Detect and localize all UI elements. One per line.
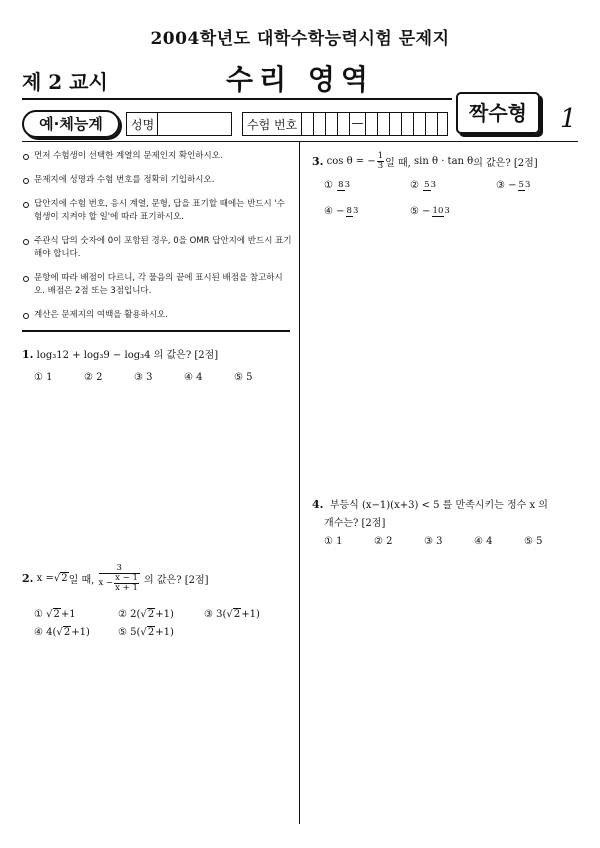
question-number: 1. — [22, 348, 34, 361]
option[interactable]: ⑤ 5(√2+1) — [118, 627, 174, 638]
header-bottom-rule — [22, 141, 578, 142]
header-rule — [22, 98, 452, 100]
exam-number-cell[interactable] — [337, 113, 349, 135]
question-2-options-row2 — [34, 626, 204, 638]
condition-var: x = — [36, 573, 54, 584]
exam-number-cell[interactable] — [377, 113, 389, 135]
question-expression: log₃12 + log₃9 − log₃4 — [36, 350, 151, 361]
question-number: 3. — [312, 155, 324, 168]
exam-number-cell[interactable] — [401, 113, 413, 135]
question-1-options — [34, 372, 284, 383]
form-type-box: 짝수형 — [456, 92, 540, 134]
option[interactable]: ② 2 — [374, 536, 393, 547]
option[interactable]: ③ − 53 — [496, 179, 531, 191]
option[interactable]: ① √2+1 — [34, 609, 76, 620]
exam-number-label: 수험 번호 — [247, 118, 298, 132]
exam-number-cell[interactable] — [313, 113, 325, 135]
question-text: 의 값은? [2점] — [153, 350, 219, 361]
option[interactable]: ④ − 83 — [324, 205, 359, 217]
option[interactable]: ④ 4 — [474, 536, 493, 547]
option[interactable]: ① 1 — [34, 372, 53, 383]
question-3-options-row2 — [324, 206, 496, 217]
option[interactable]: ⑤ − 103 — [410, 205, 450, 217]
option[interactable]: ② 2(√2+1) — [118, 609, 174, 620]
option[interactable]: ② 2 — [84, 372, 103, 383]
question-text: 의 값은? [2점] — [473, 158, 538, 169]
instructions-list — [22, 150, 292, 333]
instruction-item: 문항에 따라 배점이 다르니, 각 물음의 끝에 표시된 배점을 참고하시오. 배점은 2점 또는 3점입니다. — [22, 272, 292, 298]
condition-radicand: 2 — [61, 573, 68, 584]
main-fraction — [99, 564, 140, 593]
question-3-options-row1 — [324, 180, 566, 191]
question-4-options — [324, 536, 564, 547]
question-1 — [22, 346, 218, 361]
question-3 — [312, 152, 538, 171]
inner-fraction-numerator: x − 1 — [115, 573, 138, 583]
condition-tail: 일 때, — [68, 575, 95, 586]
option[interactable]: ③ 3 — [134, 372, 153, 383]
exam-title: 2004학년도 대학수학능력시험 문제지 — [150, 29, 450, 49]
inner-fraction-denominator: x + 1 — [115, 583, 138, 593]
question-text-line1: 부등식 (x−1)(x+3) < 5 를 만족시키는 정수 x 의 — [329, 500, 548, 511]
inner-fraction — [114, 574, 139, 593]
main-fraction-den-lead: x − — [98, 578, 114, 588]
name-field-divider — [157, 113, 158, 135]
question-2: 2. x = √2 일 때, 3 x − $\frac{x - 1}{x + 1}$ 의 값은? [2점] — [22, 563, 209, 593]
option[interactable]: ③ 3(√2+1) — [204, 609, 260, 620]
instruction-item: 주관식 답의 숫자에 0이 포함된 경우, 0을 OMR 답안지에 반드시 표기해야 합니다. — [22, 235, 292, 261]
instructions-rule — [22, 330, 290, 332]
condition-lead: cos θ = − — [326, 156, 376, 167]
column-divider — [299, 142, 300, 824]
instruction-item: 계산은 문제지의 여백을 활용하시오. — [22, 309, 292, 322]
question-4 — [312, 496, 548, 533]
question-number: 4. — [312, 498, 324, 511]
question-text-line2: 개수는? [2점] — [324, 518, 386, 529]
track-badge: 예·체능계 — [22, 110, 120, 138]
exam-number-cell[interactable] — [325, 113, 337, 135]
option[interactable]: ③ 3 — [424, 536, 443, 547]
page-number: 1 — [560, 104, 577, 134]
main-fraction-numerator: 3 — [99, 564, 140, 574]
exam-number-cell[interactable] — [389, 113, 401, 135]
condition-fraction: $\frac{1}{3}$ — [377, 151, 384, 171]
instruction-item: 문제지에 성명과 수험 번호를 정확히 기입하시오. — [22, 174, 292, 187]
instruction-item: 먼저 수험생이 선택한 계열의 문제인지 확인하시오. — [22, 150, 292, 163]
option[interactable]: ④ 4 — [184, 372, 203, 383]
exam-number-cell[interactable] — [437, 113, 449, 135]
exam-number-cell[interactable] — [365, 113, 377, 135]
option[interactable]: ⑤ 5 — [234, 372, 253, 383]
option[interactable]: ② 53 — [410, 179, 436, 191]
option[interactable]: ④ 4(√2+1) — [34, 627, 90, 638]
exam-number-cell[interactable] — [413, 113, 425, 135]
name-label: 성명 — [131, 118, 155, 132]
question-text: 의 값은? [2점] — [144, 575, 209, 586]
period-label: 제 2 교시 — [22, 70, 108, 94]
name-field[interactable] — [126, 112, 232, 136]
exam-number-cell[interactable] — [425, 113, 437, 135]
option[interactable]: ① 1 — [324, 536, 343, 547]
exam-number-dash: — — [349, 113, 365, 135]
option[interactable]: ⑤ 5 — [524, 536, 543, 547]
question-expression: sin θ · tan θ — [414, 156, 474, 167]
instruction-item: 답안지에 수험 번호, 응시 계열, 문형, 답을 표기할 때에는 반드시 '수험생이 지켜야 할 일'에 따라 표기하시오. — [22, 198, 292, 224]
subject-title: 수리 영역 — [226, 63, 374, 96]
option[interactable]: ① 83 — [324, 179, 350, 191]
exam-number-cells — [301, 113, 449, 135]
exam-number-cell[interactable] — [301, 113, 313, 135]
exam-number-field[interactable] — [242, 112, 448, 136]
question-2-options-row1 — [34, 608, 290, 620]
question-number: 2. — [22, 572, 34, 585]
condition-tail: 일 때, — [385, 158, 411, 169]
